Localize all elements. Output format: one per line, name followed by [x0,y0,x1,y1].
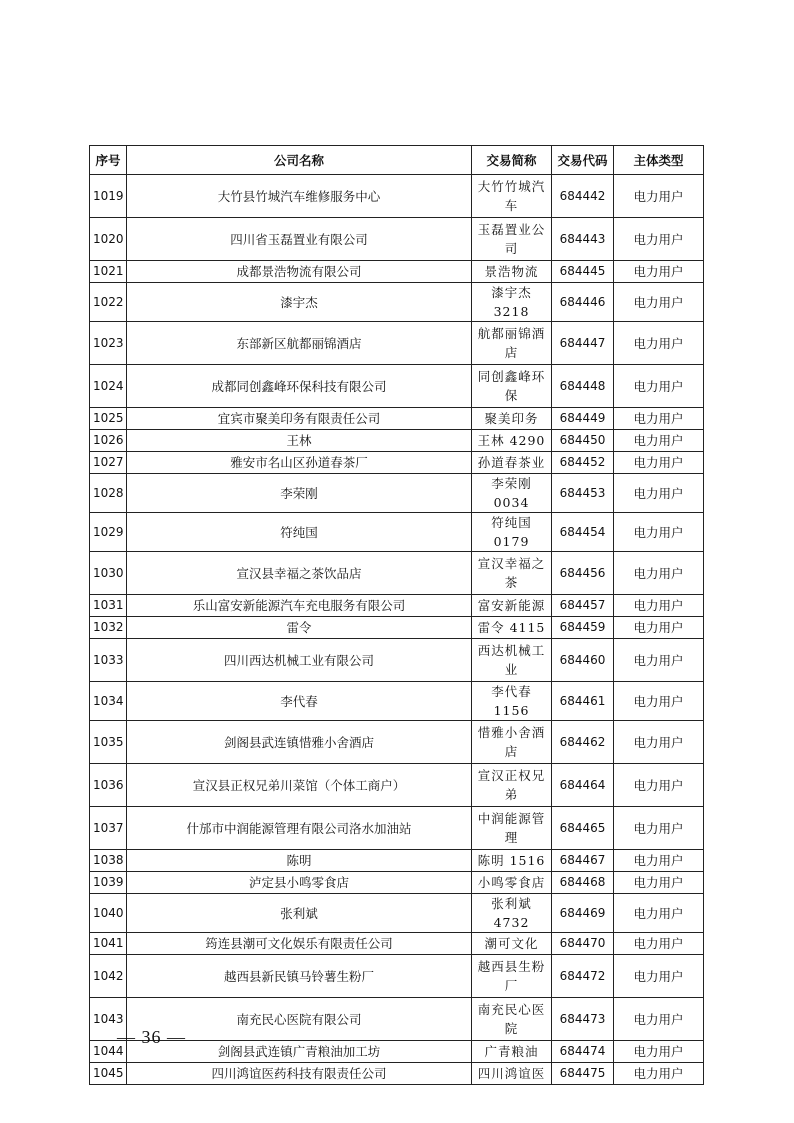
cell-serial-number: 1025 [90,408,127,430]
cell-serial-number: 1036 [90,764,127,807]
cell-trade-code: 684464 [552,764,614,807]
cell-serial-number: 1031 [90,595,127,617]
table-row [90,872,704,894]
cell-serial-number: 1034 [90,682,127,721]
cell-trade-code: 684447 [552,322,614,365]
cell-company-name: 漆宇杰 [127,283,472,322]
cell-trade-short-name: 南充民心医院 [472,998,552,1041]
cell-serial-number: 1021 [90,261,127,283]
cell-company-name: 四川鸿谊医药科技有限责任公司 [127,1063,472,1085]
table-row [90,721,704,764]
cell-entity-type: 电力用户 [614,218,704,261]
cell-trade-code: 684459 [552,617,614,639]
cell-trade-short-name: 大竹竹城汽车 [472,175,552,218]
cell-trade-short-name: 越西县生粉厂 [472,955,552,998]
table-row [90,933,704,955]
cell-serial-number: 1042 [90,955,127,998]
cell-serial-number: 1035 [90,721,127,764]
cell-trade-short-name: 同创鑫峰环保 [472,365,552,408]
cell-serial-number: 1038 [90,850,127,872]
header-trade-short-name: 交易简称 [472,146,552,175]
cell-serial-number: 1028 [90,474,127,513]
cell-serial-number: 1039 [90,872,127,894]
cell-entity-type: 电力用户 [614,452,704,474]
cell-company-name: 李荣刚 [127,474,472,513]
table-row [90,552,704,595]
table-row [90,639,704,682]
cell-entity-type: 电力用户 [614,682,704,721]
header-company-name: 公司名称 [127,146,472,175]
cell-trade-code: 684457 [552,595,614,617]
cell-entity-type: 电力用户 [614,807,704,850]
table-row [90,261,704,283]
cell-company-name: 王林 [127,430,472,452]
cell-trade-short-name: 孙道春茶业 [472,452,552,474]
cell-serial-number: 1020 [90,218,127,261]
table-row [90,682,704,721]
cell-serial-number: 1043 [90,998,127,1041]
cell-trade-code: 684461 [552,682,614,721]
cell-entity-type: 电力用户 [614,872,704,894]
cell-company-name: 四川省玉磊置业有限公司 [127,218,472,261]
cell-entity-type: 电力用户 [614,764,704,807]
cell-trade-code: 684465 [552,807,614,850]
cell-entity-type: 电力用户 [614,408,704,430]
cell-serial-number: 1033 [90,639,127,682]
cell-trade-code: 684445 [552,261,614,283]
table-row [90,764,704,807]
cell-entity-type: 电力用户 [614,998,704,1041]
cell-company-name: 宣汉县正权兄弟川菜馆（个体工商户） [127,764,472,807]
cell-trade-short-name: 四川鸿谊医 [472,1063,552,1085]
cell-entity-type: 电力用户 [614,850,704,872]
cell-trade-code: 684462 [552,721,614,764]
table-row [90,218,704,261]
cell-trade-short-name: 张利斌 4732 [472,894,552,933]
cell-entity-type: 电力用户 [614,933,704,955]
cell-entity-type: 电力用户 [614,430,704,452]
cell-serial-number: 1027 [90,452,127,474]
cell-company-name: 宜宾市聚美印务有限责任公司 [127,408,472,430]
cell-trade-short-name: 潮可文化 [472,933,552,955]
cell-trade-short-name: 陈明 1516 [472,850,552,872]
cell-company-name: 越西县新民镇马铃薯生粉厂 [127,955,472,998]
cell-company-name: 符纯国 [127,513,472,552]
table-row [90,452,704,474]
cell-serial-number: 1019 [90,175,127,218]
cell-trade-short-name: 聚美印务 [472,408,552,430]
cell-trade-code: 684452 [552,452,614,474]
cell-company-name: 东部新区航都丽锦酒店 [127,322,472,365]
cell-company-name: 张利斌 [127,894,472,933]
cell-trade-short-name: 漆宇杰 3218 [472,283,552,322]
cell-entity-type: 电力用户 [614,617,704,639]
cell-trade-code: 684475 [552,1063,614,1085]
cell-trade-code: 684443 [552,218,614,261]
cell-serial-number: 1032 [90,617,127,639]
cell-serial-number: 1024 [90,365,127,408]
cell-trade-code: 684454 [552,513,614,552]
table-row [90,474,704,513]
cell-trade-short-name: 李代春 1156 [472,682,552,721]
cell-company-name: 成都同创鑫峰环保科技有限公司 [127,365,472,408]
cell-entity-type: 电力用户 [614,894,704,933]
table-row [90,283,704,322]
cell-serial-number: 1037 [90,807,127,850]
cell-trade-short-name: 王林 4290 [472,430,552,452]
cell-trade-short-name: 景浩物流 [472,261,552,283]
header-entity-type: 主体类型 [614,146,704,175]
cell-entity-type: 电力用户 [614,639,704,682]
table-row [90,365,704,408]
table-row [90,513,704,552]
page-number: — 36 — [117,1027,186,1047]
table-row [90,807,704,850]
cell-trade-code: 684448 [552,365,614,408]
cell-company-name: 雷令 [127,617,472,639]
cell-entity-type: 电力用户 [614,1041,704,1063]
cell-company-name: 泸定县小鸣零食店 [127,872,472,894]
cell-trade-short-name: 雷令 4115 [472,617,552,639]
cell-serial-number: 1041 [90,933,127,955]
cell-company-name: 南充民心医院有限公司 [127,998,472,1041]
cell-entity-type: 电力用户 [614,595,704,617]
cell-company-name: 剑阁县武连镇惜雅小舍酒店 [127,721,472,764]
cell-trade-code: 684467 [552,850,614,872]
cell-trade-code: 684470 [552,933,614,955]
table-row [90,175,704,218]
cell-trade-short-name: 符纯国 0179 [472,513,552,552]
cell-trade-code: 684460 [552,639,614,682]
cell-trade-short-name: 宣汉正权兄弟 [472,764,552,807]
cell-trade-code: 684442 [552,175,614,218]
cell-company-name: 陈明 [127,850,472,872]
cell-company-name: 雅安市名山区孙道春茶厂 [127,452,472,474]
cell-trade-short-name: 惜雅小舍酒店 [472,721,552,764]
cell-company-name: 剑阁县武连镇广青粮油加工坊 [127,1041,472,1063]
cell-trade-short-name: 李荣刚 0034 [472,474,552,513]
cell-trade-code: 684474 [552,1041,614,1063]
cell-entity-type: 电力用户 [614,283,704,322]
cell-trade-code: 684473 [552,998,614,1041]
table-row [90,850,704,872]
cell-company-name: 乐山富安新能源汽车充电服务有限公司 [127,595,472,617]
cell-trade-code: 684469 [552,894,614,933]
cell-trade-code: 684456 [552,552,614,595]
cell-trade-code: 684453 [552,474,614,513]
table-row [90,322,704,365]
cell-trade-short-name: 玉磊置业公司 [472,218,552,261]
cell-serial-number: 1044 [90,1041,127,1063]
cell-company-name: 宣汉县幸福之茶饮品店 [127,552,472,595]
cell-serial-number: 1026 [90,430,127,452]
table-header-row [90,146,704,175]
cell-entity-type: 电力用户 [614,322,704,365]
cell-entity-type: 电力用户 [614,175,704,218]
header-trade-code: 交易代码 [552,146,614,175]
cell-entity-type: 电力用户 [614,721,704,764]
cell-entity-type: 电力用户 [614,474,704,513]
cell-serial-number: 1029 [90,513,127,552]
cell-trade-short-name: 富安新能源 [472,595,552,617]
cell-entity-type: 电力用户 [614,552,704,595]
cell-company-name: 筠连县潮可文化娱乐有限责任公司 [127,933,472,955]
cell-company-name: 四川西达机械工业有限公司 [127,639,472,682]
cell-serial-number: 1023 [90,322,127,365]
table-row [90,430,704,452]
cell-entity-type: 电力用户 [614,1063,704,1085]
cell-serial-number: 1030 [90,552,127,595]
header-serial-number: 序号 [90,146,127,175]
cell-trade-short-name: 航都丽锦酒店 [472,322,552,365]
table-row [90,1063,704,1085]
cell-trade-code: 684472 [552,955,614,998]
cell-serial-number: 1022 [90,283,127,322]
table-body [90,175,704,1085]
cell-entity-type: 电力用户 [614,261,704,283]
cell-company-name: 李代春 [127,682,472,721]
cell-serial-number: 1045 [90,1063,127,1085]
cell-entity-type: 电力用户 [614,513,704,552]
table-row [90,955,704,998]
cell-trade-short-name: 宣汉幸福之茶 [472,552,552,595]
cell-trade-code: 684450 [552,430,614,452]
cell-serial-number: 1040 [90,894,127,933]
cell-trade-code: 684446 [552,283,614,322]
table-row [90,408,704,430]
cell-company-name: 大竹县竹城汽车维修服务中心 [127,175,472,218]
table-row [90,595,704,617]
cell-entity-type: 电力用户 [614,365,704,408]
table-row [90,617,704,639]
cell-entity-type: 电力用户 [614,955,704,998]
cell-company-name: 什邡市中润能源管理有限公司洛水加油站 [127,807,472,850]
table-row [90,894,704,933]
cell-trade-short-name: 中润能源管理 [472,807,552,850]
cell-trade-short-name: 广青粮油 [472,1041,552,1063]
cell-trade-code: 684449 [552,408,614,430]
cell-trade-short-name: 西达机械工业 [472,639,552,682]
cell-company-name: 成都景浩物流有限公司 [127,261,472,283]
cell-trade-short-name: 小鸣零食店 [472,872,552,894]
cell-trade-code: 684468 [552,872,614,894]
company-table [89,145,704,1085]
